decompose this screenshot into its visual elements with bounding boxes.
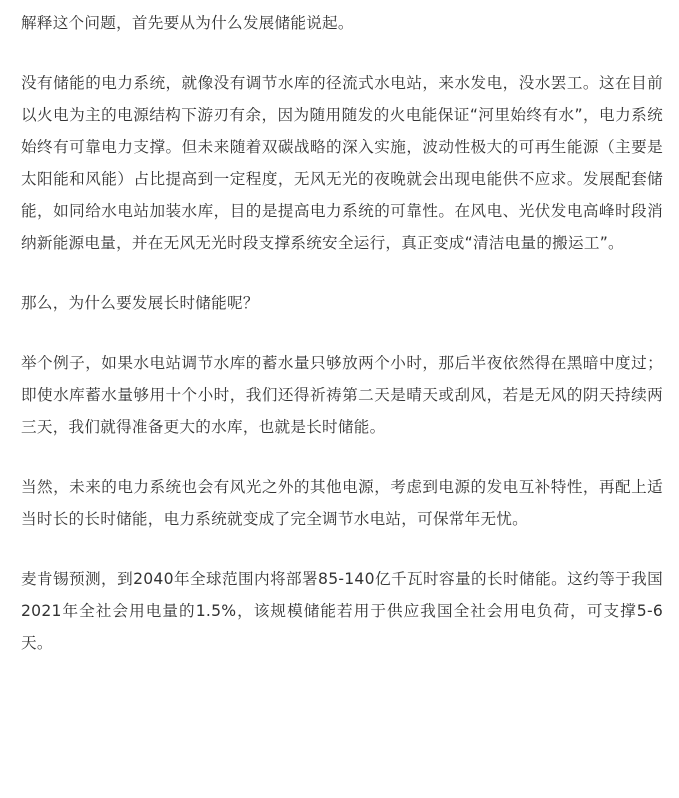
paragraph-storage-reason: 没有储能的电力系统，就像没有调节水库的径流式水电站，来水发电，没水罢工。这在目前以火电为主的电源结构下游刃有余，因为随用随发的火电能保证“河里始终有水”，电力系统始终有可靠电力支撑。但未来随着双碳战略的深入实施，波动性极大的可再生能源（主要是太阳能和风能）占比提高到一定程度，无风无光的夜晚就会出现电能供不应求。发展配套储能，如同给水电站加装水库，目的是提高电力系统的可靠性。在风电、光伏发电高峰时段消纳新能源电量，并在无风无光时段支撑系统安全运行，真正变成“清洁电量的搬运工”。 [21, 74, 663, 252]
paragraph-example: 举个例子，如果水电站调节水库的蓄水量只够放两个小时，那后半夜依然得在黑暗中度过；即使水库蓄水量够用十个小时，我们还得祈祷第二天是晴天或刮风，若是无风的阴天持续两三天，我们就得准备更大的水库，也就是长时储能。 [21, 354, 663, 436]
paragraph-question: 那么，为什么要发展长时储能呢？ [21, 294, 259, 312]
paragraph-mckinsey-forecast: 麦肯锡预测，到2040年全球范围内将部署85-140亿千瓦时容量的长时储能。这约等于我国2021年全社会用电量的1.5%，该规模储能若用于供应我国全社会用电负荷，可支撑5-6天。 [21, 570, 663, 652]
paragraph-intro: 解释这个问题，首先要从为什么发展储能说起。 [21, 14, 354, 32]
paragraph-future-system: 当然，未来的电力系统也会有风光之外的其他电源，考虑到电源的发电互补特性，再配上适当时长的长时储能，电力系统就变成了完全调节水电站，可保常年无忧。 [21, 478, 663, 528]
